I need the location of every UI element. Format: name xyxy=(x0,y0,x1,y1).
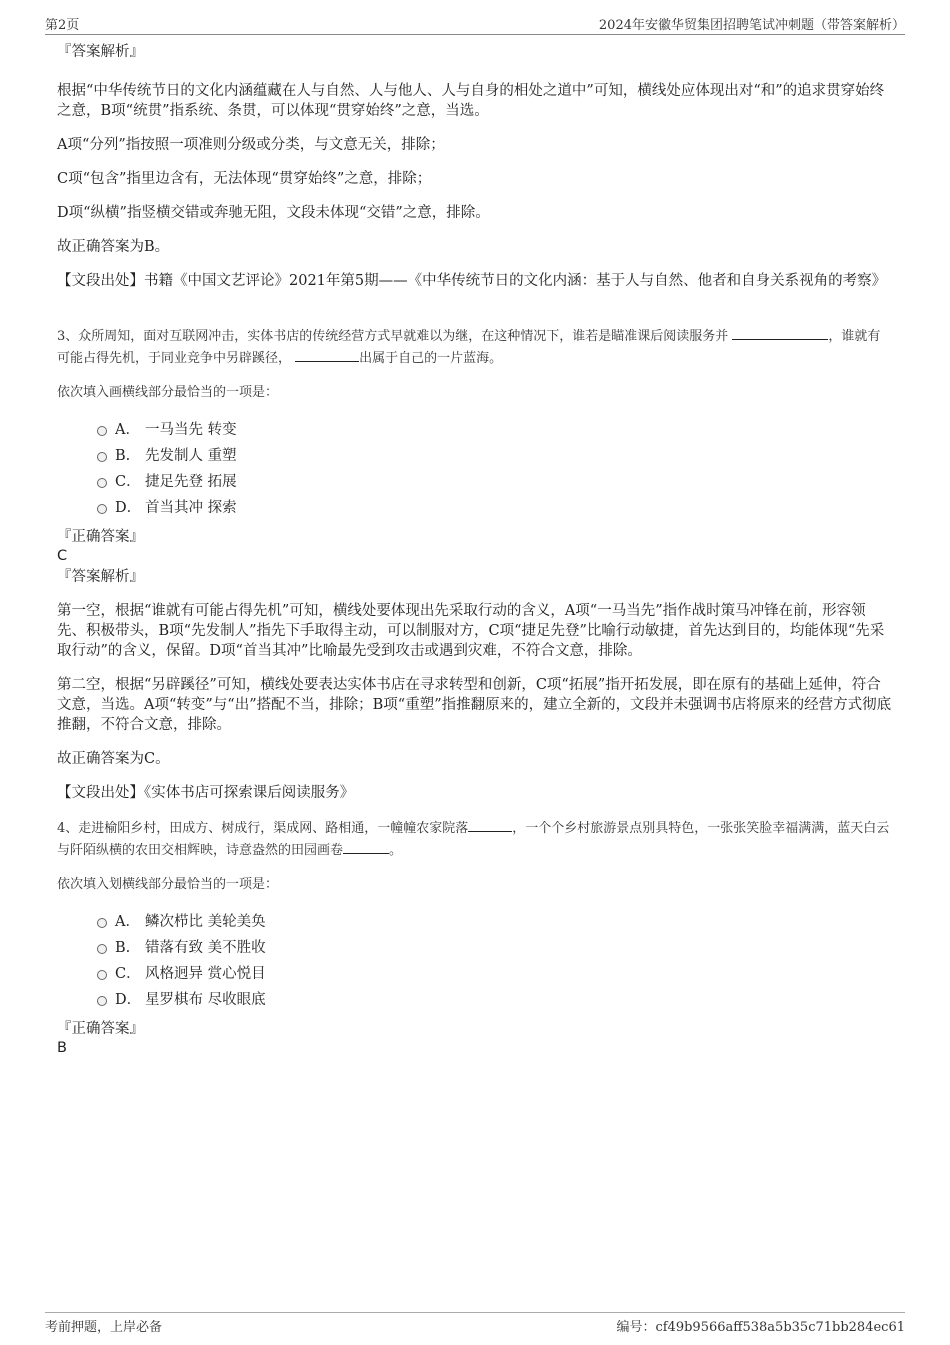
source-citation: 【文段出处】《实体书店可探索课后阅读服务》 xyxy=(57,785,355,801)
radio-icon[interactable] xyxy=(97,426,107,436)
option-b[interactable]: B. 先发制人 重塑 xyxy=(97,443,893,469)
analysis-label: 『答案解析』 xyxy=(57,44,144,60)
option-b[interactable]: B. 错落有致 美不胜收 xyxy=(97,935,893,961)
radio-icon[interactable] xyxy=(97,918,107,928)
radio-icon[interactable] xyxy=(97,504,107,514)
radio-icon[interactable] xyxy=(97,970,107,980)
conclusion: 故正确答案为B。 xyxy=(57,239,170,255)
question-3-instruction: 依次填入画横线部分最恰当的一项是： xyxy=(57,385,279,400)
radio-icon[interactable] xyxy=(97,452,107,462)
document-id: 编号：cf49b9566aff538a5b35c71bb284ec61 xyxy=(616,1320,905,1335)
analysis-paragraph: 第一空，根据“谁就有可能占得先机”可知，横线处要体现出先采取行动的含义，A项“一马当先”指作战时策马冲锋在前，形容领先、积极带头，B项“先发制人”指先下手取得主动，可以制服对方，C项“捷足先登”比喻行动敏捷，首先达到目的，均能体现“先采取行动”的含义，保留。D项“首当其冲”比喻最先受到攻击或遇到灾难，不符合文意，排除。 xyxy=(57,603,885,659)
option-d[interactable]: D． 星罗棋布 尽收眼底 xyxy=(97,987,893,1013)
question-4-instruction: 依次填入划横线部分最恰当的一项是： xyxy=(57,877,279,892)
fill-blank xyxy=(732,325,828,340)
document-title: 2024年安徽华贸集团招聘笔试冲刺题（带答案解析） xyxy=(598,18,905,33)
radio-icon[interactable] xyxy=(97,996,107,1006)
option-a[interactable]: A． 一马当先 转变 xyxy=(97,417,893,443)
question-text-part: ，谁就有可能占得先机，于同业竞争中另辟蹊径， xyxy=(57,329,881,366)
question-3-text xyxy=(57,325,893,369)
question-text-part: 4、走进榆阳乡村，田成方、树成行，渠成网、路相通，一幢幢农家院落 xyxy=(57,821,469,836)
question-text-part: 3、众所周知，面对互联网冲击，实体书店的传统经营方式早就难以为继，在这种情况下，谁若是瞄准课后阅读服务并 xyxy=(57,329,729,344)
page-number: 第2页 xyxy=(45,18,80,33)
analysis-paragraph: C项“包含”指里边含有，无法体现“贯穿始终”之意，排除； xyxy=(57,171,432,187)
correct-answer: B xyxy=(57,1040,67,1056)
option-c[interactable]: C． 捷足先登 拓展 xyxy=(97,469,893,495)
fill-blank xyxy=(343,839,389,854)
question-4-text xyxy=(57,817,893,861)
analysis-paragraph: 根据“中华传统节日的文化内涵蕴藏在人与自然、人与他人、人与自身的相处之道中”可知，横线处应体现出对“和”的追求贯穿始终之意，B项“统贯”指系统、条贯，可以体现“贯穿始终”之意，当选。 xyxy=(57,83,885,119)
conclusion: 故正确答案为C。 xyxy=(57,751,170,767)
question-4-options xyxy=(97,909,893,1013)
question-text-part: ，一个个乡村旅游景点别具特色，一张张笑脸幸福满满，蓝天白云与阡陌纵横的农田交相辉映，诗意盎然的田园画卷 xyxy=(57,821,890,858)
source-citation: 【文段出处】书籍《中国文艺评论》2021年第5期——《中华传统节日的文化内涵：基于人与自然、他者和自身关系视角的考察》 xyxy=(57,273,887,289)
question-3-options xyxy=(97,417,893,521)
option-d[interactable]: D． 首当其冲 探索 xyxy=(97,495,893,521)
question-text-part: 。 xyxy=(389,843,403,858)
fill-blank xyxy=(295,347,359,362)
analysis-paragraph: A项“分列”指按照一项准则分级或分类，与文意无关，排除； xyxy=(57,137,445,153)
option-c[interactable]: C． 风格迥异 赏心悦目 xyxy=(97,961,893,987)
radio-icon[interactable] xyxy=(97,478,107,488)
page-footer xyxy=(45,1312,905,1335)
page-header xyxy=(45,14,905,35)
radio-icon[interactable] xyxy=(97,944,107,954)
analysis-paragraph: 第二空，根据“另辟蹊径”可知，横线处要表达实体书店在寻求转型和创新，C项“拓展”指开拓发展，即在原有的基础上延伸，符合文意，当选。A项“转变”与“出”搭配不当，排除；B项“重塑”指推翻原来的，建立全新的，文段并未强调书店将原来的经营方式彻底推翻，不符合文意，排除。 xyxy=(57,677,892,733)
correct-answer-label: 『正确答案』 xyxy=(57,529,144,545)
page-content xyxy=(57,42,893,1057)
footer-slogan: 考前押题，上岸必备 xyxy=(45,1320,163,1335)
question-text-part: 出属于自己的一片蓝海。 xyxy=(359,351,503,366)
option-a[interactable]: A． 鳞次栉比 美轮美奂 xyxy=(97,909,893,935)
fill-blank xyxy=(468,817,512,832)
correct-answer: C xyxy=(57,548,68,564)
analysis-label: 『答案解析』 xyxy=(57,569,144,585)
correct-answer-label: 『正确答案』 xyxy=(57,1021,144,1037)
analysis-paragraph: D项“纵横”指竖横交错或奔驰无阻，文段未体现“交错”之意，排除。 xyxy=(57,205,490,221)
